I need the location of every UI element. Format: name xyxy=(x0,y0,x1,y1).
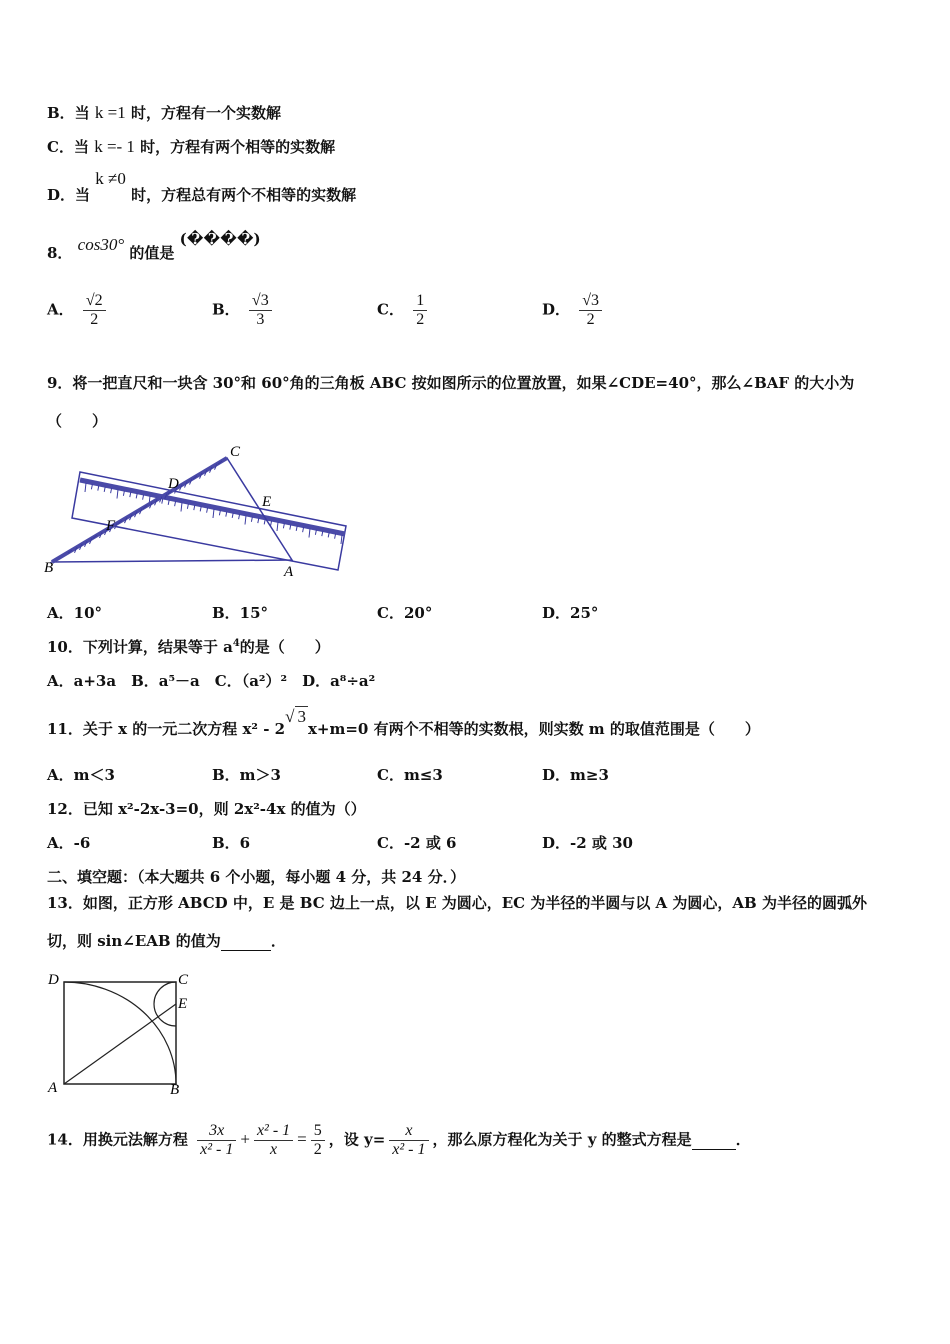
label-d: D xyxy=(48,972,59,988)
q8-a-label: A． xyxy=(47,300,74,319)
q13-line2-end: ． xyxy=(270,932,286,950)
ruler-tick xyxy=(232,513,233,518)
ruler-tick xyxy=(130,492,131,497)
q11-option-b: B．m＞3 xyxy=(212,766,281,784)
q8-option-a xyxy=(47,292,110,329)
ruler-tick xyxy=(85,483,86,492)
q14-frac4 xyxy=(389,1122,428,1159)
ruler-tick xyxy=(123,491,124,496)
ruler-scale-band xyxy=(80,480,345,534)
q11-option-c: C．m≤3 xyxy=(377,766,443,784)
q10-text2: 的是（ ） xyxy=(239,638,330,656)
ruler-tick xyxy=(117,490,118,499)
q14-f1-den: x² - 1 xyxy=(200,1141,234,1158)
q9-paren: （ ） xyxy=(47,412,108,430)
ruler-tick xyxy=(187,504,188,509)
q8-d-label: D． xyxy=(542,300,571,319)
label-a: A xyxy=(48,1080,58,1096)
q14-frac3 xyxy=(311,1122,325,1159)
ruler-tick xyxy=(181,503,182,512)
ruler-tick xyxy=(175,501,176,506)
section-2-title: 二、填空题：（本大题共 6 个小题，每小题 4 分，共 24 分．） xyxy=(47,868,466,886)
q8-c-den: 2 xyxy=(416,311,425,328)
q14-end2: ． xyxy=(735,1130,751,1149)
q11-rad-value: 3 xyxy=(297,707,306,726)
q8-d-den: 2 xyxy=(586,311,595,328)
q7-b-math: k =1 xyxy=(94,103,126,122)
q7-option-b xyxy=(47,102,281,123)
q8-a-frac xyxy=(83,292,106,329)
q8-option-d xyxy=(542,292,606,329)
arc-center-a xyxy=(64,982,176,1084)
q14-f3-den: 2 xyxy=(313,1141,322,1158)
ruler-tick xyxy=(251,517,252,522)
q13-answer-blank xyxy=(221,932,271,951)
q14-equals: = xyxy=(297,1129,307,1149)
q12-option-b: B．6 xyxy=(212,834,251,852)
label-f: F xyxy=(106,518,116,534)
label-b: B xyxy=(44,560,54,576)
q8-b-den: 3 xyxy=(256,311,265,328)
q8-option-c xyxy=(377,292,431,329)
ruler-tick xyxy=(296,526,297,531)
ruler-tick xyxy=(168,500,169,505)
q14-frac1 xyxy=(197,1122,236,1159)
ruler-tick xyxy=(341,535,342,544)
q14-f2-den: x xyxy=(270,1141,278,1158)
q10-text: 10．下列计算，结果等于 a xyxy=(47,638,233,656)
label-e: E xyxy=(262,494,272,510)
label-c: C xyxy=(230,444,241,460)
q8-b-label: B． xyxy=(212,300,240,319)
q7-b-label: B．当 xyxy=(47,104,90,122)
q7-c-text: 时，方程有两个相等的实数解 xyxy=(140,138,336,156)
q7-option-d xyxy=(47,169,357,204)
q8-stem xyxy=(47,230,261,262)
segment-ae xyxy=(64,1004,176,1084)
ruler-tick xyxy=(200,506,201,511)
ruler-tick xyxy=(194,505,195,510)
ruler-tick xyxy=(104,487,105,492)
q8-c-frac xyxy=(413,292,427,329)
ruler-tick xyxy=(245,516,246,525)
q8-option-b xyxy=(212,292,276,329)
q11-option-a: A．m＜3 xyxy=(47,766,115,784)
q12-stem: 12．已知 x²-2x-3=0，则 2x²-4x 的值为（） xyxy=(47,800,366,818)
ruler-tick xyxy=(213,509,214,518)
q7-option-c xyxy=(47,136,335,157)
q11-text2: x+m=0 有两个不相等的实数根，则实数 m 的取值范围是（ ） xyxy=(307,720,760,738)
q14-answer-blank xyxy=(692,1131,736,1150)
label-e: E xyxy=(178,996,188,1012)
q14-stem xyxy=(47,1122,751,1159)
q12-option-c: C．-2 或 6 xyxy=(377,834,457,852)
q8-paren: (����) xyxy=(179,230,261,248)
ruler-tick xyxy=(277,522,278,531)
q9-option-c: C．20° xyxy=(377,604,433,622)
q11-option-d: D．m≥3 xyxy=(542,766,609,784)
q13-line1: 13．如图，正方形 ABCD 中，E 是 BC 边上一点，以 E 为圆心，EC 为半径的半圆与以 A 为圆心，AB 为半径的圆弧外 xyxy=(47,894,867,912)
q8-math: cos30° xyxy=(77,235,125,254)
semicircle-center-e xyxy=(154,982,176,1026)
q8-d-num: √3 xyxy=(579,292,602,311)
ruler-ticks xyxy=(85,483,342,544)
ruler-tick xyxy=(271,521,272,526)
q10-sup: 4 xyxy=(232,638,240,649)
q8-a-num: √2 xyxy=(83,292,106,311)
label-b: B xyxy=(170,1082,180,1098)
q14-plus: + xyxy=(240,1129,250,1149)
q8-b-num: √3 xyxy=(249,292,272,311)
ruler-tick xyxy=(219,510,220,515)
q7-c-math: k =- 1 xyxy=(94,137,135,156)
q8-a-den: 2 xyxy=(90,311,99,328)
ruler-tick xyxy=(136,493,137,498)
q14-f4-num: x xyxy=(389,1122,428,1141)
ruler-tick xyxy=(264,519,265,524)
ruler-tick xyxy=(309,529,310,538)
q9-option-d: D．25° xyxy=(542,604,599,622)
q7-d-math: k ≠0 xyxy=(95,169,126,188)
q7-d-label: D．当 xyxy=(47,186,91,204)
q13-line2-text: 切，则 sin∠EAB 的值为 xyxy=(47,932,221,950)
q9-stem: 9．将一把直尺和一块含 30°和 60°角的三角板 ABC 按如图所示的位置放置，如果∠CDE=40°，那么∠BAF 的大小为 xyxy=(47,374,855,392)
ruler-tick xyxy=(283,523,284,528)
q8-c-num: 1 xyxy=(413,292,427,311)
ruler-tick xyxy=(303,527,304,532)
ruler-tick xyxy=(162,499,163,504)
q8-d-frac xyxy=(579,292,602,329)
q14-frac2 xyxy=(254,1122,293,1159)
q14-mid: ，设 y= xyxy=(328,1130,386,1149)
q14-f1-num: 3x xyxy=(197,1122,236,1141)
q14-f2-num: x² - 1 xyxy=(254,1122,293,1141)
q12-option-a: A．-6 xyxy=(47,834,91,852)
q7-d-text: 时，方程总有两个不相等的实数解 xyxy=(131,186,357,204)
q14-end: ，那么原方程化为关于 y 的整式方程是 xyxy=(432,1130,692,1149)
ruler-tick xyxy=(91,484,92,489)
label-a: A xyxy=(284,564,294,580)
q11-stem xyxy=(47,707,760,738)
q10-options: A．a+3a B．a⁵－a C．（a²）² D．a⁸÷a² xyxy=(47,672,376,690)
ruler-tick xyxy=(226,512,227,517)
q8-number: 8． xyxy=(47,244,73,262)
ruler-tick xyxy=(239,514,240,519)
q8-text: 的值是 xyxy=(129,244,175,262)
q12-option-d: D．-2 或 30 xyxy=(542,834,633,852)
q7-c-label: C．当 xyxy=(47,138,89,156)
ruler-tick xyxy=(290,525,291,530)
q14-text: 14．用换元法解方程 xyxy=(47,1130,188,1149)
q13-figure xyxy=(44,968,194,1098)
q9-option-b: B．15° xyxy=(212,604,269,622)
q10-stem xyxy=(47,636,330,657)
q11-radical: √ 3 xyxy=(285,707,306,726)
q14-f4-den: x² - 1 xyxy=(392,1141,426,1158)
q8-b-frac xyxy=(249,292,272,329)
q14-f3-num: 5 xyxy=(311,1122,325,1141)
square-abcd xyxy=(64,982,176,1084)
q11-text: 11．关于 x 的一元二次方程 x² - 2 xyxy=(47,720,286,738)
ruler-tick xyxy=(258,518,259,523)
q9-option-a: A．10° xyxy=(47,604,103,622)
q13-line2 xyxy=(47,930,286,951)
label-d: D xyxy=(168,476,179,492)
ruler-tick xyxy=(143,495,144,500)
ruler-tick xyxy=(111,488,112,493)
q7-b-text: 时，方程有一个实数解 xyxy=(131,104,282,122)
ruler-tick xyxy=(98,486,99,491)
q8-c-label: C． xyxy=(377,300,404,319)
ruler-tick xyxy=(207,508,208,513)
label-c: C xyxy=(178,972,189,988)
q9-figure xyxy=(42,440,352,580)
